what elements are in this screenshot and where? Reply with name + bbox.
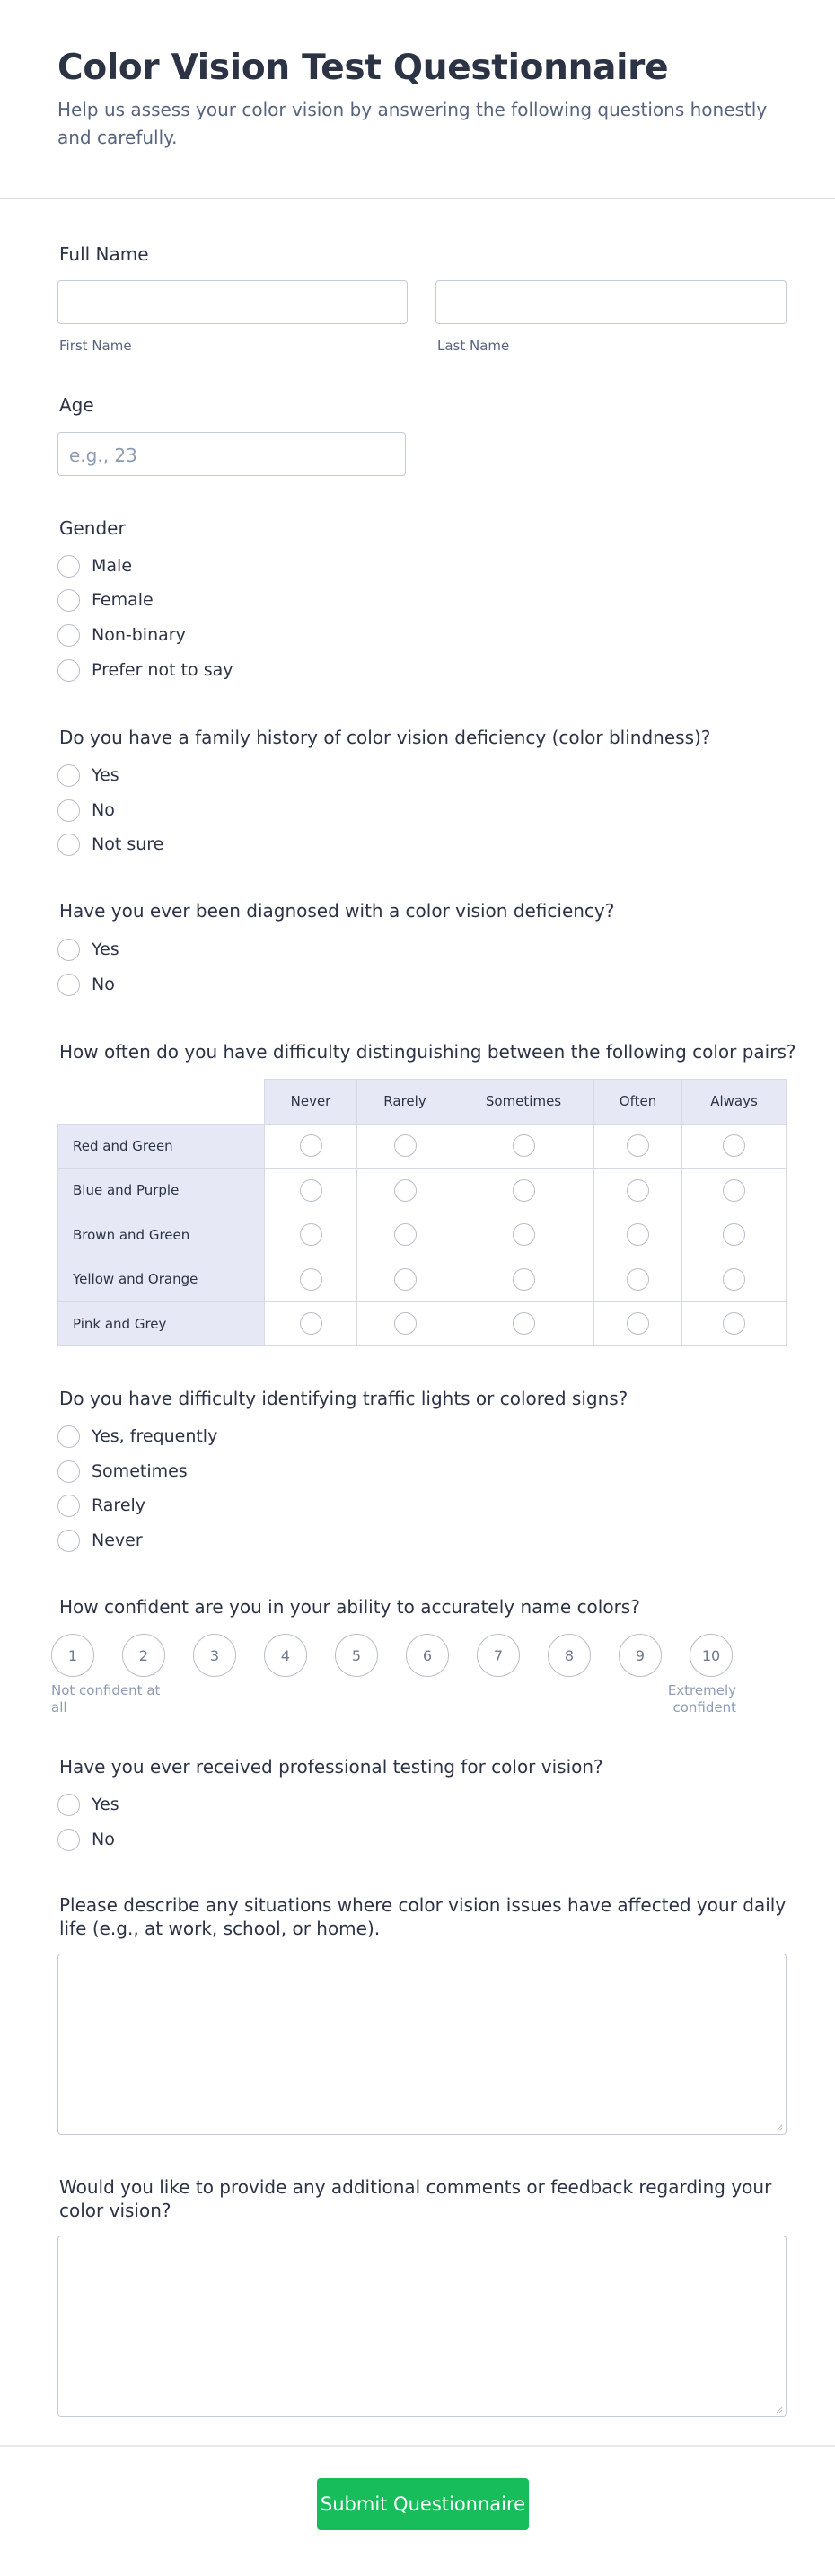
- matrix-cell[interactable]: [682, 1169, 787, 1213]
- radio-icon[interactable]: [57, 1530, 80, 1552]
- radio-icon[interactable]: [300, 1312, 322, 1335]
- form-subtitle: Help us assess your color vision by answering the following questions honestly and carefully.: [57, 99, 768, 148]
- scale-option-9[interactable]: 9: [619, 1634, 662, 1677]
- matrix-cell[interactable]: [453, 1213, 594, 1257]
- matrix-cell[interactable]: [265, 1124, 357, 1169]
- scale-option-10[interactable]: 10: [690, 1634, 733, 1677]
- radio-icon[interactable]: [300, 1179, 322, 1202]
- matrix-row-label: Red and Green: [58, 1124, 265, 1169]
- traffic-option-never[interactable]: Never: [57, 1527, 143, 1554]
- traffic-option-sometimes[interactable]: Sometimes: [57, 1458, 188, 1485]
- radio-icon[interactable]: [57, 624, 80, 647]
- family-history-option-yes[interactable]: Yes: [57, 762, 119, 789]
- radio-icon[interactable]: [57, 555, 80, 578]
- matrix-cell[interactable]: [594, 1257, 682, 1302]
- matrix-col-never: Never: [265, 1080, 357, 1125]
- radio-icon[interactable]: [300, 1134, 322, 1157]
- radio-icon[interactable]: [300, 1268, 322, 1291]
- family-history-label: Do you have a family history of color vision deficiency (color blindness)?: [59, 727, 711, 748]
- form-title: Color Vision Test Questionnaire: [57, 48, 669, 88]
- professional-option-yes[interactable]: Yes: [57, 1791, 119, 1818]
- last-name-input[interactable]: [435, 280, 787, 324]
- radio-icon[interactable]: [627, 1268, 649, 1291]
- scale-option-8[interactable]: 8: [548, 1634, 591, 1677]
- radio-icon[interactable]: [513, 1268, 535, 1291]
- comments-label: Would you like to provide any additional comments or feedback regarding your color vision?: [59, 2176, 772, 2221]
- radio-icon[interactable]: [57, 589, 80, 612]
- radio-icon[interactable]: [57, 1425, 80, 1448]
- radio-icon[interactable]: [57, 939, 80, 961]
- matrix-cell[interactable]: [453, 1169, 594, 1213]
- scale-min-caption: Not confident at all: [51, 1682, 161, 1716]
- radio-icon[interactable]: [627, 1179, 649, 1202]
- matrix-cell[interactable]: [265, 1213, 357, 1257]
- scale-option-4[interactable]: 4: [264, 1634, 307, 1677]
- gender-label: Gender: [59, 517, 126, 539]
- first-name-sublabel: First Name: [59, 338, 132, 354]
- radio-icon[interactable]: [394, 1223, 417, 1246]
- matrix-row: [58, 1124, 787, 1169]
- radio-icon[interactable]: [57, 1794, 80, 1816]
- traffic-option-yes-frequently[interactable]: Yes, frequently: [57, 1423, 217, 1450]
- confidence-label: How confident are you in your ability to accurately name colors?: [59, 1596, 640, 1618]
- matrix-cell[interactable]: [357, 1257, 453, 1302]
- radio-icon[interactable]: [57, 1495, 80, 1517]
- traffic-option-rarely[interactable]: Rarely: [57, 1492, 145, 1519]
- matrix-cell[interactable]: [265, 1169, 357, 1213]
- radio-icon[interactable]: [57, 1460, 80, 1483]
- radio-icon[interactable]: [394, 1179, 417, 1202]
- gender-option-male[interactable]: Male: [57, 552, 132, 579]
- matrix-row: [58, 1301, 787, 1346]
- traffic-label: Do you have difficulty identifying traffic lights or colored signs?: [59, 1388, 628, 1409]
- radio-icon[interactable]: [513, 1223, 535, 1246]
- matrix-cell[interactable]: [453, 1124, 594, 1169]
- family-history-option-no[interactable]: No: [57, 797, 115, 824]
- matrix-col-sometimes: Sometimes: [453, 1080, 594, 1125]
- radio-icon[interactable]: [57, 764, 80, 787]
- radio-icon[interactable]: [723, 1312, 745, 1335]
- matrix-cell[interactable]: [453, 1301, 594, 1346]
- resize-grip-icon[interactable]: [775, 2123, 783, 2131]
- full-name-label: Full Name: [59, 243, 149, 265]
- matrix-row-label: Brown and Green: [58, 1213, 265, 1257]
- resize-grip-icon[interactable]: [775, 2405, 783, 2413]
- matrix-row-label: Pink and Grey: [58, 1301, 265, 1346]
- matrix-cell[interactable]: [682, 1257, 787, 1302]
- radio-icon[interactable]: [57, 659, 80, 682]
- diagnosed-label: Have you ever been diagnosed with a color vision deficiency?: [59, 900, 615, 922]
- radio-icon[interactable]: [57, 1829, 80, 1851]
- matrix-label: How often do you have difficulty distinguishing between the following color pairs?: [59, 1041, 796, 1063]
- radio-icon[interactable]: [513, 1179, 535, 1202]
- footer-divider: [0, 2445, 835, 2447]
- difficulty-matrix: [57, 1079, 787, 1346]
- scale-option-5[interactable]: 5: [335, 1634, 378, 1677]
- matrix-cell[interactable]: [357, 1213, 453, 1257]
- gender-option-non-binary[interactable]: Non-binary: [57, 622, 186, 648]
- gender-option-prefer-not[interactable]: Prefer not to say: [57, 657, 233, 684]
- form-header: [0, 0, 835, 199]
- situations-textarea[interactable]: [57, 1954, 787, 2135]
- matrix-row: [58, 1213, 787, 1257]
- matrix-cell[interactable]: [265, 1257, 357, 1302]
- scale-option-2[interactable]: 2: [122, 1634, 165, 1677]
- matrix-col-rarely: Rarely: [357, 1080, 453, 1125]
- radio-icon[interactable]: [723, 1134, 745, 1157]
- radio-icon[interactable]: [627, 1134, 649, 1157]
- radio-icon[interactable]: [57, 834, 80, 856]
- matrix-row: [58, 1257, 787, 1302]
- matrix-cell[interactable]: [357, 1124, 453, 1169]
- scale-option-1[interactable]: 1: [51, 1634, 94, 1677]
- matrix-cell[interactable]: [453, 1257, 594, 1302]
- professional-label: Have you ever received professional testing for color vision?: [59, 1756, 603, 1778]
- first-name-input[interactable]: [57, 280, 408, 324]
- diagnosed-option-no[interactable]: No: [57, 971, 115, 998]
- last-name-sublabel: Last Name: [437, 338, 510, 354]
- scale-max-caption: Extremely confident: [667, 1682, 736, 1716]
- comments-textarea[interactable]: [57, 2236, 787, 2417]
- professional-option-no[interactable]: No: [57, 1826, 115, 1853]
- matrix-cell[interactable]: [357, 1301, 453, 1346]
- radio-icon[interactable]: [57, 974, 80, 996]
- radio-icon[interactable]: [723, 1223, 745, 1246]
- radio-icon[interactable]: [513, 1134, 535, 1157]
- matrix-col-often: Often: [594, 1080, 682, 1125]
- scale-option-3[interactable]: 3: [193, 1634, 236, 1677]
- radio-icon[interactable]: [394, 1134, 417, 1157]
- submit-button[interactable]: Submit Questionnaire: [317, 2478, 529, 2530]
- matrix-cell[interactable]: [594, 1169, 682, 1213]
- radio-icon[interactable]: [627, 1312, 649, 1335]
- gender-option-female[interactable]: Female: [57, 587, 154, 613]
- matrix-cell[interactable]: [594, 1124, 682, 1169]
- radio-icon[interactable]: [300, 1223, 322, 1246]
- matrix-cell[interactable]: [682, 1301, 787, 1346]
- age-input[interactable]: e.g., 23: [57, 432, 406, 476]
- matrix-cell[interactable]: [682, 1124, 787, 1169]
- radio-icon[interactable]: [723, 1268, 745, 1291]
- radio-icon[interactable]: [57, 799, 80, 822]
- matrix-cell[interactable]: [594, 1301, 682, 1346]
- matrix-row: [58, 1169, 787, 1213]
- radio-icon[interactable]: [394, 1312, 417, 1335]
- matrix-row-label: Yellow and Orange: [58, 1257, 265, 1302]
- scale-option-6[interactable]: 6: [406, 1634, 449, 1677]
- matrix-corner: [58, 1080, 265, 1125]
- family-history-option-not-sure[interactable]: Not sure: [57, 831, 163, 858]
- radio-icon[interactable]: [723, 1179, 745, 1202]
- radio-icon[interactable]: [627, 1223, 649, 1246]
- matrix-cell[interactable]: [682, 1213, 787, 1257]
- scale-option-7[interactable]: 7: [477, 1634, 520, 1677]
- matrix-header-row: [58, 1080, 787, 1125]
- radio-icon[interactable]: [513, 1312, 535, 1335]
- age-label: Age: [59, 394, 94, 416]
- matrix-cell[interactable]: [265, 1301, 357, 1346]
- matrix-cell[interactable]: [594, 1213, 682, 1257]
- situations-label: Please describe any situations where color vision issues have affected your daily life (e.g., at work, school, or home).: [59, 1894, 787, 1939]
- matrix-cell[interactable]: [357, 1169, 453, 1213]
- radio-icon[interactable]: [394, 1268, 417, 1291]
- matrix-row-label: Blue and Purple: [58, 1169, 265, 1213]
- diagnosed-option-yes[interactable]: Yes: [57, 936, 119, 963]
- matrix-col-always: Always: [682, 1080, 787, 1125]
